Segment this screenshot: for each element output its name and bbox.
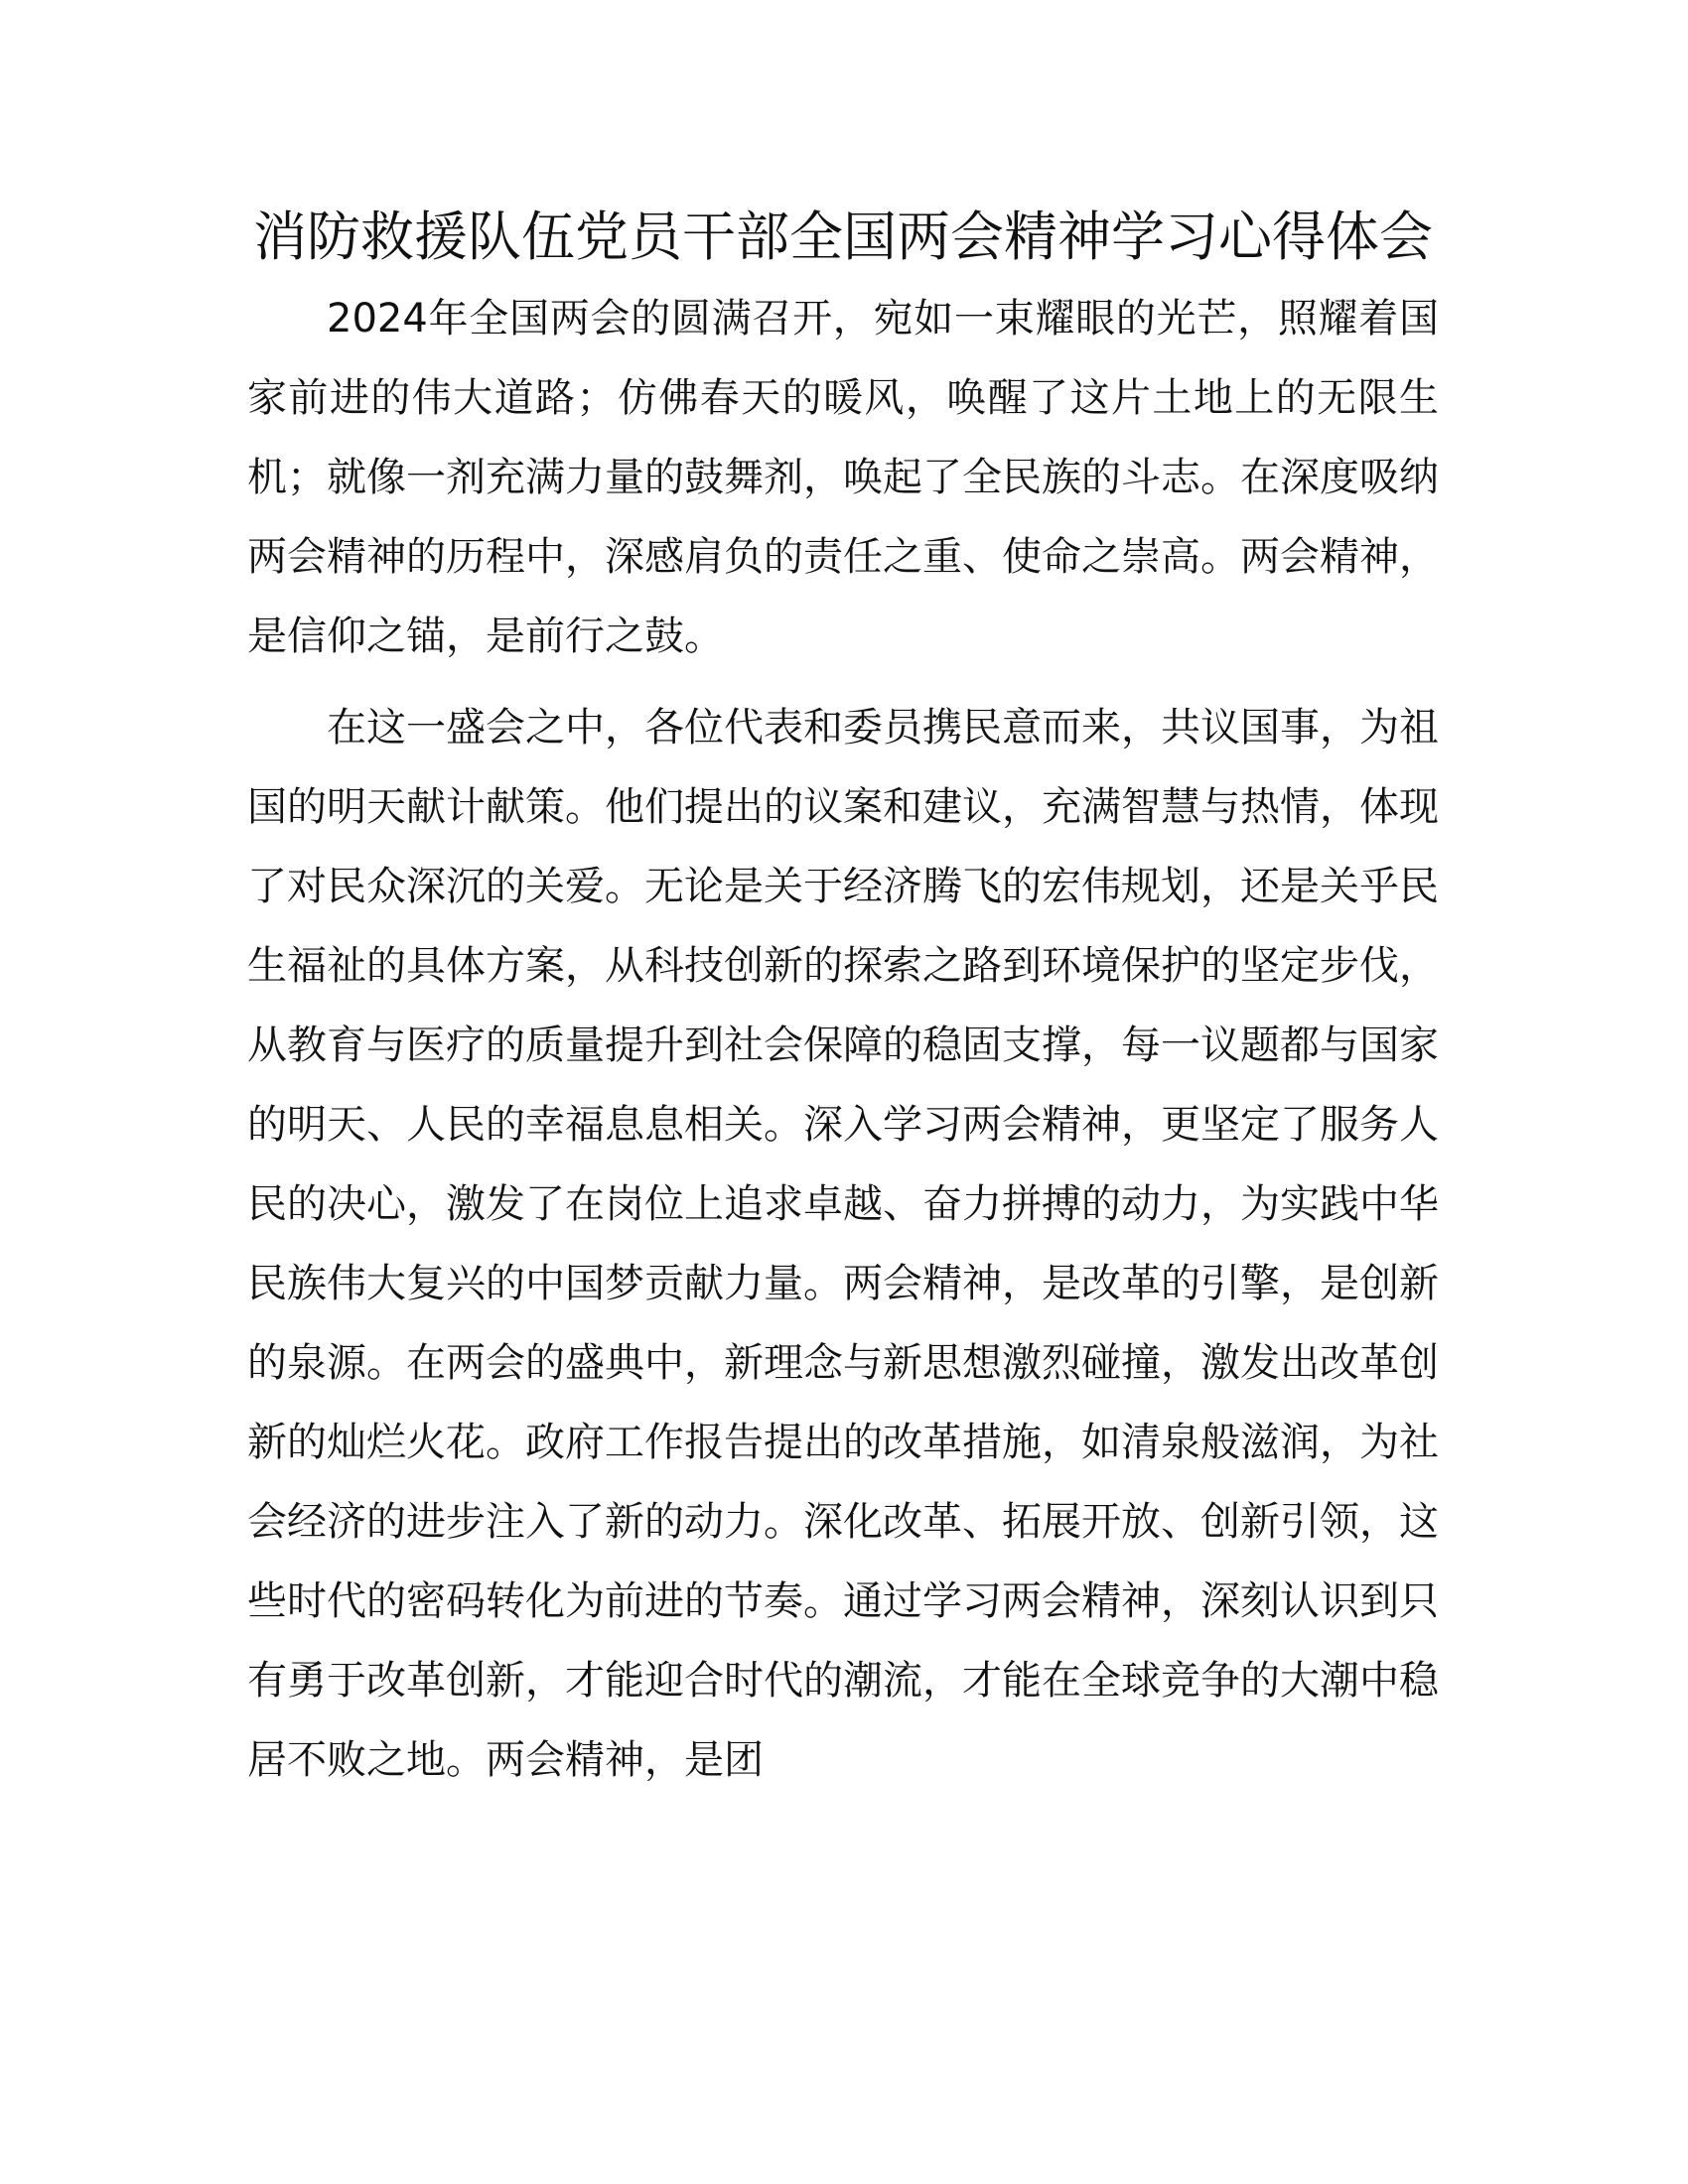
document-title: 消防救援队伍党员干部全国两会精神学习心得体会	[253, 205, 1433, 268]
paragraph-2: 在这一盛会之中，各位代表和委员携民意而来，共议国事，为祖国的明天献计献策。他们提出的议案和建议，充满智慧与热情，体现了对民众深沉的关爱。无论是关于经济腾飞的宏伟规划，还是关乎民生福祉的具体方案，从科技创新的探索之路到环境保护的坚定步伐，从教育与医疗的质量提升到社会保障的稳固支撑，每一议题都与国家的明天、人民的幸福息息相关。深入学习两会精神，更坚定了服务人民的决心，激发了在岗位上追求卓越、奋力拼搏的动力，为实践中华民族伟大复兴的中国梦贡献力量。两会精神，是改革的引擎，是创新的泉源。在两会的盛典中，新理念与新思想激烈碰撞，激发出改革创新的灿烂火花。政府工作报告提出的改革措施，如清泉般滋润，为社会经济的进步注入了新的动力。深化改革、拓展开放、创新引领，这些时代的密码转化为前进的节奏。通过学习两会精神，深刻认识到只有勇于改革创新，才能迎合时代的潮流，才能在全球竞争的大潮中稳居不败之地。两会精神，是团	[247, 705, 1439, 1783]
document-page	[247, 199, 1439, 1800]
paragraph-1: 2024年全国两会的圆满召开，宛如一束耀眼的光芒，照耀着国家前进的伟大道路；仿佛春天的暖风，唤醒了这片土地上的无限生机；就像一剂充满力量的鼓舞剂，唤起了全民族的斗志。在深度吸纳两会精神的历程中，深感肩负的责任之重、使命之崇高。两会精神，是信仰之锚，是前行之鼓。	[247, 296, 1439, 659]
